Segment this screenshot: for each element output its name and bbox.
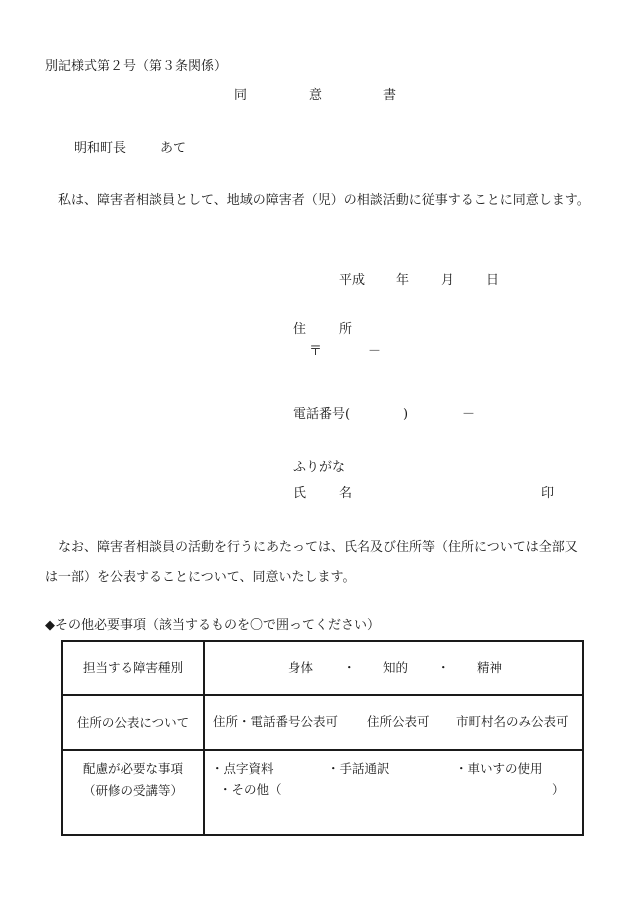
separator: ・ <box>437 660 450 675</box>
separator: ・ <box>343 660 356 675</box>
accommodations-label-line1: 配慮が必要な事項 <box>82 761 183 776</box>
form-number: 別記様式第２号（第３条関係） <box>45 59 228 74</box>
option-physical[interactable]: 身体 <box>288 660 314 675</box>
option-address-and-phone[interactable]: 住所・電話番号公表可 <box>213 714 339 729</box>
option-wheelchair[interactable]: ・車いすの使用 <box>455 761 543 776</box>
option-other[interactable]: ・その他（ <box>219 782 282 797</box>
option-intellectual[interactable]: 知的 <box>383 660 409 675</box>
addressee-suffix: あて <box>160 141 187 156</box>
date-month: 月 <box>441 273 455 288</box>
address-label-2: 所 <box>339 322 353 337</box>
address-publication-label: 住所の公表について <box>62 695 204 750</box>
title-char-2: 意 <box>309 88 323 103</box>
name-label-1: 氏 <box>293 486 307 501</box>
option-address-only[interactable]: 住所公表可 <box>367 714 430 729</box>
date-year: 年 <box>396 273 410 288</box>
seal-mark: 印 <box>541 486 555 501</box>
date-day: 日 <box>486 273 500 288</box>
addressee-name: 明和町長 <box>74 141 127 156</box>
date-era: 平成 <box>339 273 366 288</box>
title-char-3: 書 <box>383 88 397 103</box>
title-char-1: 同 <box>234 88 248 103</box>
accommodations-label-line2: （研修の受講等） <box>82 783 183 798</box>
phone-close-paren: ) <box>403 407 409 422</box>
accommodations-label <box>62 750 204 835</box>
furigana-label: ふりがな <box>293 460 346 475</box>
disability-type-options <box>204 641 583 695</box>
name-label-2: 名 <box>339 486 353 501</box>
address-label-1: 住 <box>293 322 307 337</box>
table-row-address-publication <box>62 695 583 750</box>
consent-statement: 私は、障害者相談員として、地域の障害者（児）の相談活動に従事することに同意します。 <box>45 193 590 208</box>
phone-dash: － <box>462 407 476 422</box>
option-braille[interactable]: ・点字資料 <box>211 761 274 776</box>
accommodations-options <box>204 750 583 835</box>
option-mental[interactable]: 精神 <box>477 660 503 675</box>
disability-type-label: 担当する障害種別 <box>62 641 204 695</box>
postal-mark: 〒 <box>309 344 323 359</box>
phone-label: 電話番号( <box>293 407 351 422</box>
table-row-disability-type <box>62 641 583 695</box>
other-requirements-heading: ◆その他必要事項（該当するものを〇で囲ってください） <box>45 618 380 633</box>
requirements-table <box>61 640 584 836</box>
option-municipality-only[interactable]: 市町村名のみ公表可 <box>456 714 569 729</box>
publication-consent: なお、障害者相談員の活動を行うにあたっては、氏名及び住所等（住所については全部又は一部）を公表することについて、同意いたします。 <box>45 540 578 585</box>
other-close-paren: ） <box>552 782 565 797</box>
address-publication-options <box>204 695 583 750</box>
postal-dash: － <box>368 344 382 359</box>
table-row-accommodations <box>62 750 583 835</box>
option-sign-language[interactable]: ・手話通訳 <box>327 761 390 776</box>
